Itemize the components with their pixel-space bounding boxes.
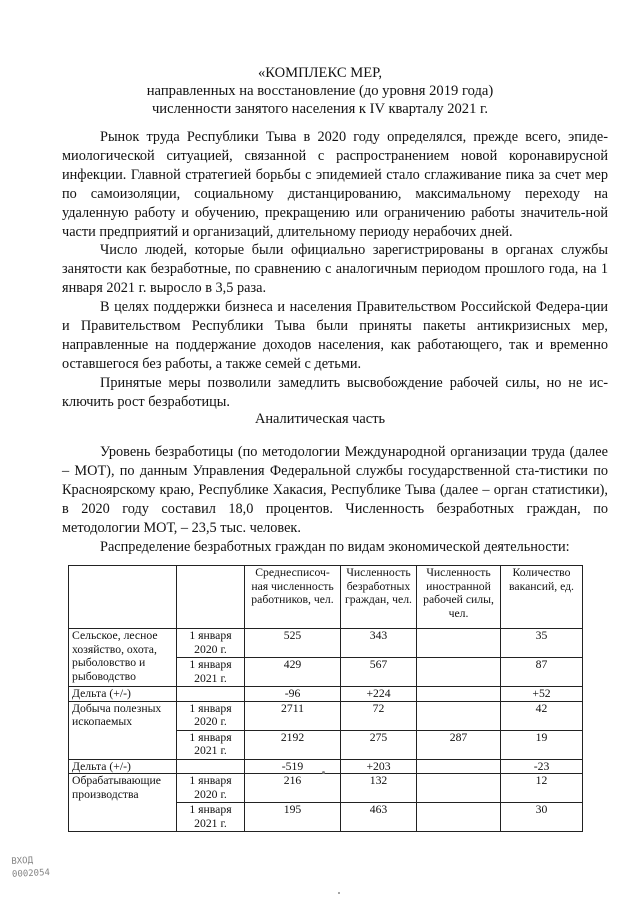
paragraph-2: Число людей, которые были официально зарегистрированы в органах службы занятости как безработные, по сравнению с аналогичным периодом прошлого года, на 1 января 2021 г. выросло в 3,5 раза. [62,242,608,297]
cell-avg: 2711 [245,701,341,730]
row-date: 1 января 2021 г. [177,803,245,832]
row-date: 1 января 2021 г. [177,658,245,687]
cell-unemployed: 567 [341,658,417,687]
document-title [0,64,640,118]
title-line-2: направленных на восстановление (до уровня 2019 года) [146,83,494,99]
activity-name: Добыча полезных ископаемых [69,701,177,759]
delta-date-cell [177,759,245,774]
table-row [69,629,583,658]
delta-label: Дельта (+/-) [69,687,177,702]
cell-vacancies: 35 [501,629,583,658]
paragraph-3: В целях поддержки бизнеса и населения Правительством Российской Федера-ции и Правительством Республики Тыва были приняты пакеты антикризисных мер, направленные на поддержание доходов населения, как работающего, так и временно оставшегося без работы, а также семей с детьми. [62,299,608,372]
cell-avg: 429 [245,658,341,687]
header-date [177,566,245,629]
scan-speck [322,771,325,774]
delta-row [69,759,583,774]
cell-vacancies: 87 [501,658,583,687]
delta-vacancies: -23 [501,759,583,774]
activity-name: Сельское, лесное хозяйство, охота, рыболовство и рыбоводство [69,629,177,687]
cell-foreign [417,701,501,730]
intro-section [62,128,608,412]
cell-vacancies: 12 [501,774,583,803]
title-line-1: «КОМПЛЕКС МЕР, [257,65,383,81]
cell-avg: 525 [245,629,341,658]
registration-stamp [11,848,163,896]
analytic-paragraph-2: Распределение безработных граждан по видам экономической деятельности: [100,538,570,555]
header-avg-employees: Среднесписоч-ная численность работников, чел. [245,566,341,629]
delta-unemployed: +203 [341,759,417,774]
row-date: 1 января 2020 г. [177,629,245,658]
delta-avg: -96 [245,687,341,702]
paragraph-4: Принятые меры позволили замедлить высвобождение рабочей силы, но не ис-ключить рост безработицы. [62,374,608,410]
delta-date-cell [177,687,245,702]
title-line-3: численности занятого населения к IV кварталу 2021 г. [151,101,489,117]
cell-unemployed: 72 [341,701,417,730]
cell-vacancies: 19 [501,730,583,759]
cell-avg: 2192 [245,730,341,759]
cell-foreign [417,629,501,658]
cell-unemployed: 275 [341,730,417,759]
paragraph-1: Рынок труда Республики Тыва в 2020 году определялся, прежде всего, эпиде-миологической ситуацией, связанной с распространением новой коронавирусной инфекции. Главной стратегией борьбы с эпидемией стало сглаживание пика за счет мер по самоизоляции, социальному дистанцированию, максимальному переходу на удаленную работу и обучению, прекращению или ограничению работы значитель-ной части предприятий и организаций, длительному периоду нерабочих дней. [62,129,608,240]
header-vacancies: Количество вакансий, ед. [501,566,583,629]
delta-foreign [417,687,501,702]
analytic-section [62,443,608,556]
cell-unemployed: 132 [341,774,417,803]
table-header-row [69,566,583,629]
delta-vacancies: +52 [501,687,583,702]
cell-avg: 195 [245,803,341,832]
table-row [69,774,583,803]
stamp-line-2: 0002054 [11,867,51,880]
table-row [69,701,583,730]
activity-name: Обрабатывающие производства [69,774,177,832]
row-date: 1 января 2020 г. [177,701,245,730]
row-date: 1 января 2021 г. [177,730,245,759]
cell-unemployed: 343 [341,629,417,658]
cell-foreign [417,658,501,687]
analytic-paragraph-1: Уровень безработицы (по методологии Международной организации труда (далее – МОТ), по данным Управления Федеральной службы государственной ста-тистики по Красноярскому краю, Республике Хакасия, Республике Тыва (далее – орган статистики), в 2020 году составил 18,0 процентов. Численность безработных граждан, по методологии МОТ, – 23,5 тыс. человек. [62,444,608,536]
cell-vacancies: 30 [501,803,583,832]
delta-foreign [417,759,501,774]
cell-unemployed: 463 [341,803,417,832]
header-unemployed: Численность безработных граждан, чел. [341,566,417,629]
cell-avg: 216 [245,774,341,803]
unemployment-table [68,565,583,832]
delta-row [69,687,583,702]
delta-unemployed: +224 [341,687,417,702]
delta-label: Дельта (+/-) [69,759,177,774]
cell-vacancies: 42 [501,701,583,730]
cell-foreign [417,774,501,803]
scan-speck [338,892,340,894]
cell-foreign [417,803,501,832]
stamp-line-1: ВХОД [11,855,34,867]
header-foreign-workforce: Численность иностранной рабочей силы, чел. [417,566,501,629]
header-activity [69,566,177,629]
delta-avg: -519 [245,759,341,774]
row-date: 1 января 2020 г. [177,774,245,803]
cell-foreign: 287 [417,730,501,759]
section-heading: Аналитическая часть [254,411,386,427]
